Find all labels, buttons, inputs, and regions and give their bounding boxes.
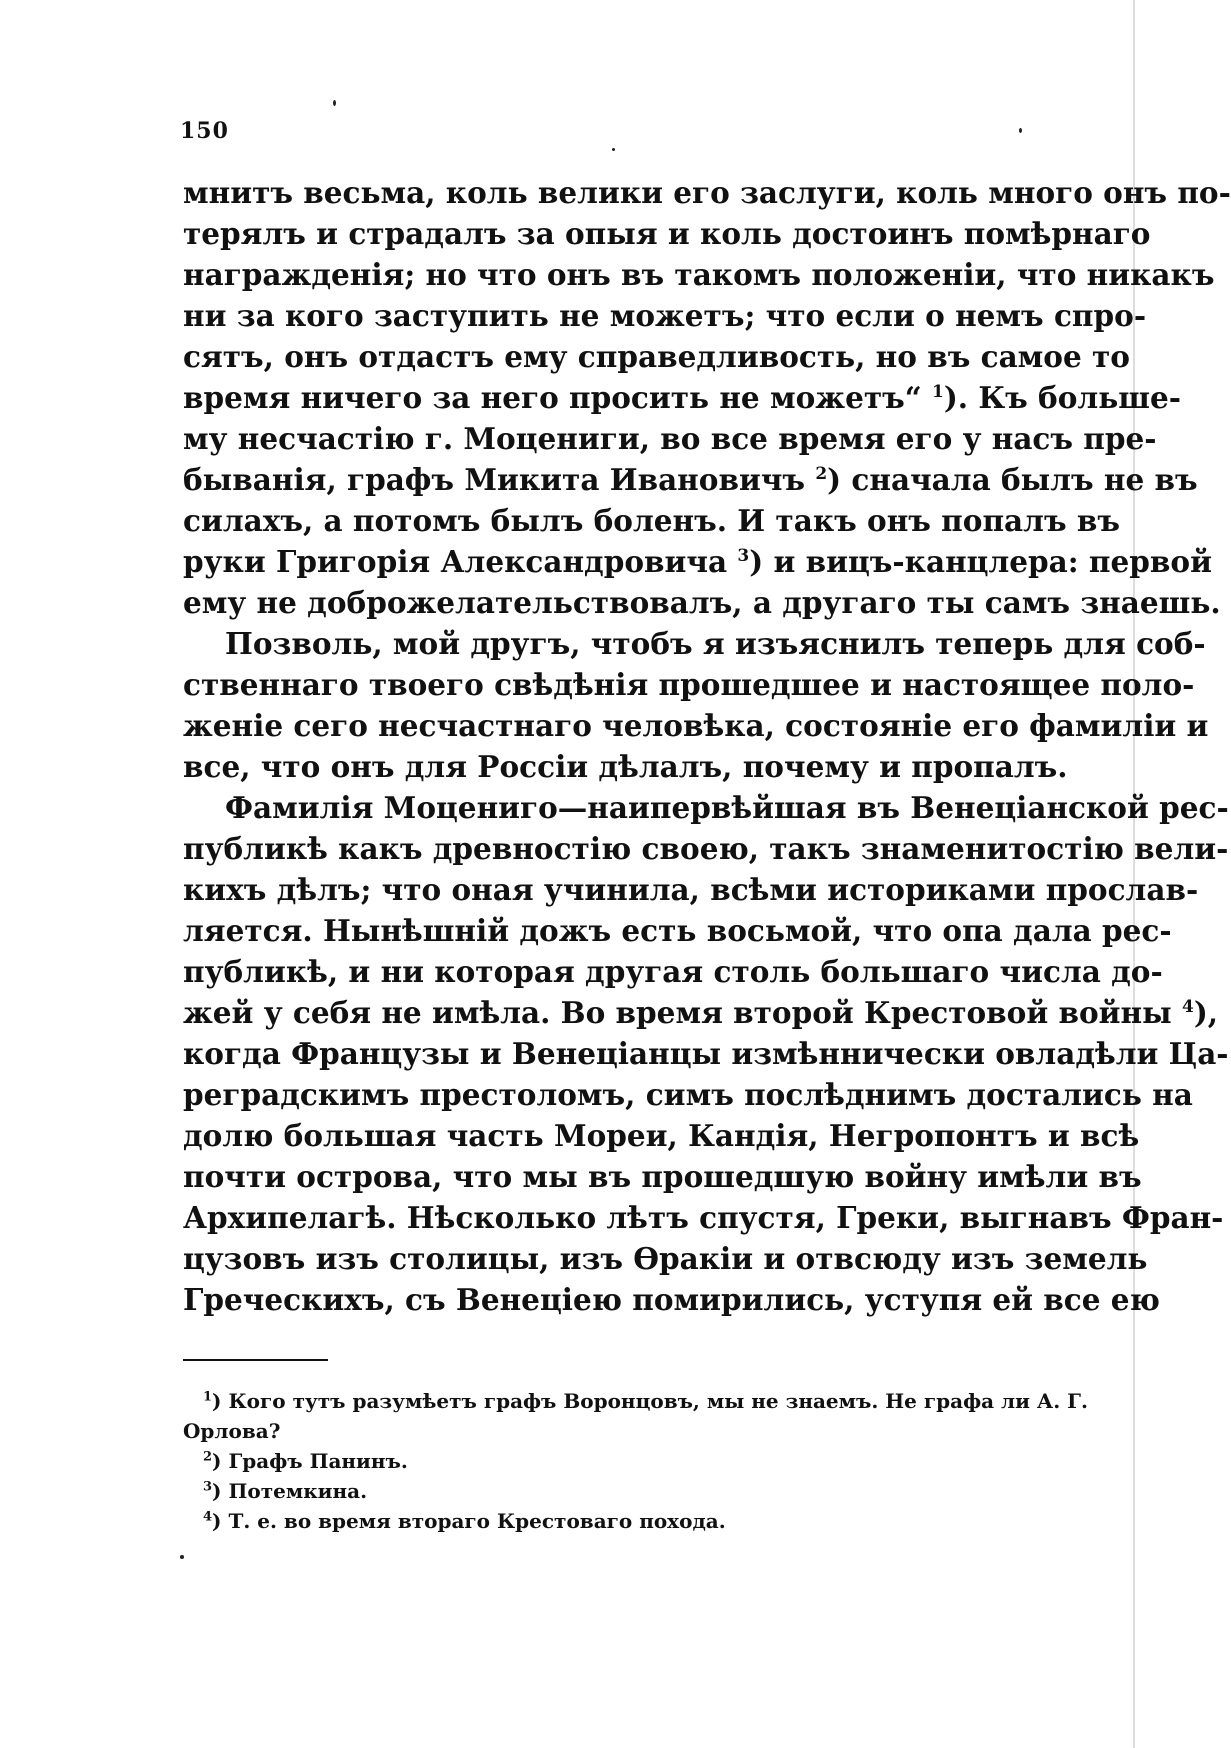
body-line [183, 1115, 1140, 1156]
line-text: долю большая часть Мореи, Кандія, Негропонтъ и всѣ [183, 1118, 1140, 1153]
footnote-reference: 1 [931, 382, 944, 403]
body-line [183, 541, 1212, 582]
footnote-number: 4 [203, 1509, 213, 1525]
footnote [203, 1446, 1041, 1476]
body-line [183, 1197, 1224, 1238]
line-text: му несчастію г. Моцениги, во все время его у насъ пре- [183, 421, 1157, 456]
footnote-number: 1 [203, 1389, 213, 1405]
footnote [203, 1476, 1041, 1506]
body-line [183, 992, 1219, 1033]
line-text: все, что онъ для Россіи дѣлалъ, почему и пропалъ. [183, 749, 1068, 784]
body-line [183, 500, 1120, 541]
page-number: 150 [180, 118, 229, 144]
body-line [183, 1238, 1148, 1279]
body-line [183, 1279, 1160, 1320]
body-line [183, 951, 1163, 992]
footnote-text: ) Т. е. во время втораго Крестоваго похода. [212, 1509, 726, 1533]
line-text: ственнаго твоего свѣдѣнія прошедшее и настоящее поло- [183, 667, 1195, 702]
footnote-text: ) Потемкина. [212, 1479, 368, 1503]
line-text: руки Григорія Александровича [183, 544, 738, 579]
body-line [183, 418, 1157, 459]
body-line [183, 787, 1229, 828]
body-line [183, 1156, 1142, 1197]
line-text: Греческихъ, съ Венеціею помирились, уступя ей все ею [183, 1282, 1160, 1317]
line-text: время ничего за него просить не можетъ“ [183, 380, 932, 415]
line-text: цузовъ изъ столицы, изъ Ѳракіи и отвсюду изъ земель [183, 1241, 1148, 1276]
body-line [183, 828, 1229, 869]
line-text: Позволь, мой другъ, чтобъ я изъяснилъ теперь для соб- [225, 626, 1206, 661]
footnotes [183, 1386, 1088, 1536]
body-line [183, 377, 1181, 418]
line-text: терялъ и страдалъ за опыя и коль достоинъ помѣрнаго [183, 216, 1151, 251]
line-text: женіе сего несчастнаго человѣка, состояніе его фамиліи и [183, 708, 1209, 743]
ink-speck [180, 1555, 184, 1559]
footnote-rule [183, 1359, 328, 1361]
footnote-reference: 4 [1182, 997, 1194, 1018]
line-text: публикѣ какъ древностію своею, такъ знаменитостію вели- [183, 831, 1229, 866]
line-text: мнитъ весьма, коль велики его заслуги, коль много онъ по- [183, 175, 1231, 210]
body-line [183, 336, 1130, 377]
body-line [183, 213, 1151, 254]
line-text: ляется. Нынѣшній дожъ есть восьмой, что опа дала рес- [183, 913, 1172, 948]
body-text [183, 172, 1231, 1320]
footnote-text: Орлова? [183, 1419, 281, 1443]
line-text: когда Французы и Венеціанцы измѣннически овладѣли Ца- [183, 1036, 1229, 1071]
body-line [183, 910, 1172, 951]
line-text: Фамилія Моцениго—наипервѣйшая въ Венеціанской рес- [225, 790, 1229, 825]
body-line [183, 1033, 1229, 1074]
footnote [203, 1386, 1088, 1416]
line-text: ему не доброжелательствовалъ, а другаго ты самъ знаешь. [183, 585, 1221, 620]
ink-speck [612, 148, 615, 151]
line-text: реградскимъ престоломъ, симъ послѣднимъ достались на [183, 1077, 1193, 1112]
body-line [183, 705, 1209, 746]
line-text-after: ) и вицъ-канцлера: первой [749, 544, 1212, 579]
footnote-text: ) Кого тутъ разумѣетъ графъ Воронцовъ, мы не знаемъ. Не графа ли А. Г. [212, 1389, 1088, 1413]
line-text-after: ) сначала былъ не въ [827, 462, 1198, 497]
line-text: почти острова, что мы въ прошедшую войну имѣли въ [183, 1159, 1142, 1194]
line-text: публикѣ, и ни которая другая столь большаго числа до- [183, 954, 1163, 989]
body-line [183, 1074, 1193, 1115]
line-text: жей у себя не имѣла. Во время второй Крестовой войны [183, 995, 1182, 1030]
footnote [203, 1506, 1041, 1536]
body-line [183, 664, 1195, 705]
footnote-reference: 2 [815, 464, 828, 485]
line-text: силахъ, а потомъ былъ боленъ. И такъ онъ попалъ въ [183, 503, 1120, 538]
body-line [183, 582, 1221, 623]
body-line [183, 746, 1068, 787]
line-text-after: ). Къ больше- [943, 380, 1181, 415]
body-line [183, 869, 1199, 910]
line-text: ни за кого заступить не можетъ; что если о немъ спро- [183, 298, 1147, 333]
body-line [183, 172, 1231, 213]
ink-speck [1019, 128, 1022, 133]
footnote-number: 2 [203, 1449, 213, 1465]
body-line [183, 295, 1147, 336]
footnote-reference: 3 [737, 546, 750, 567]
footnote [183, 1416, 1041, 1446]
footnote-text: ) Графъ Панинъ. [212, 1449, 408, 1473]
line-text: быванія, графъ Микита Ивановичъ [183, 462, 816, 497]
body-line [183, 623, 1206, 664]
line-text: Архипелагѣ. Нѣсколько лѣтъ спустя, Греки, выгнавъ Фран- [183, 1200, 1224, 1235]
body-line [183, 459, 1198, 500]
line-text: награжденія; но что онъ въ такомъ положеніи, что никакъ [183, 257, 1215, 292]
ink-speck [333, 100, 336, 106]
line-text: кихъ дѣлъ; что оная учинила, всѣми историками прослав- [183, 872, 1199, 907]
footnote-number: 3 [203, 1479, 213, 1495]
line-text: сятъ, онъ отдастъ ему справедливость, но въ самое то [183, 339, 1130, 374]
line-text-after: ), [1193, 995, 1219, 1030]
body-line [183, 254, 1215, 295]
